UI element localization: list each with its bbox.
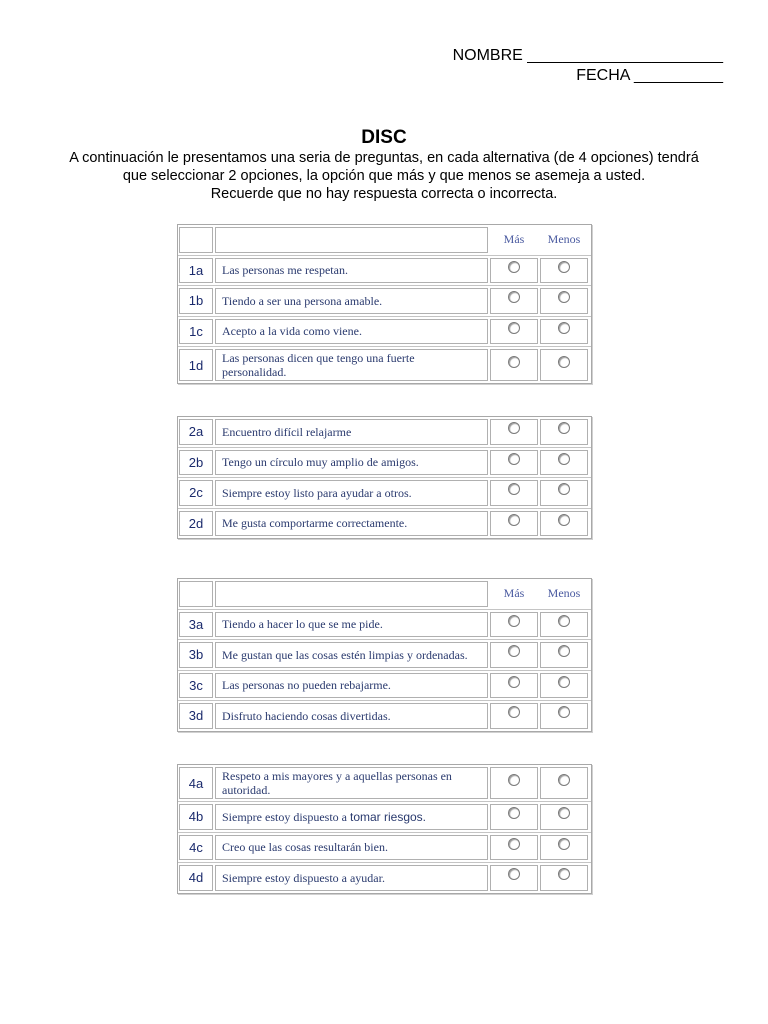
header-blank-num — [179, 227, 213, 253]
menos-radio[interactable] — [558, 356, 570, 368]
table-row — [178, 610, 591, 641]
header-menos: Menos — [540, 581, 588, 607]
table-row — [178, 671, 591, 702]
mas-cell — [490, 258, 538, 284]
item-text: Encuentro difícil relajarme — [215, 419, 488, 445]
menos-cell — [540, 767, 588, 799]
menos-cell — [540, 673, 588, 699]
item-text: Disfruto haciendo cosas divertidas. — [215, 703, 488, 729]
mas-cell — [490, 288, 538, 314]
item-text — [215, 804, 488, 830]
item-number: 1c — [179, 319, 213, 345]
table-row — [178, 286, 591, 317]
table-row — [178, 833, 591, 864]
item-text: Tengo un círculo muy amplio de amigos. — [215, 450, 488, 476]
item-text: Siempre estoy listo para ayudar a otros. — [215, 480, 488, 506]
mas-cell — [490, 480, 538, 506]
menos-cell — [540, 319, 588, 345]
mas-radio[interactable] — [508, 453, 520, 465]
mas-radio[interactable] — [508, 838, 520, 850]
mas-radio[interactable] — [508, 774, 520, 786]
menos-radio[interactable] — [558, 838, 570, 850]
item-text: Siempre estoy dispuesto a ayudar. — [215, 865, 488, 891]
item-text: Las personas me respetan. — [215, 258, 488, 284]
item-number: 4b — [179, 804, 213, 830]
mas-radio[interactable] — [508, 261, 520, 273]
table-header-row — [178, 225, 591, 256]
table-row — [178, 317, 591, 348]
item-number: 1b — [179, 288, 213, 314]
item-number: 4d — [179, 865, 213, 891]
mas-cell — [490, 767, 538, 799]
table-row — [178, 417, 591, 448]
instruction-line-1: A continuación le presentamos una seria de preguntas, en cada alternativa (de 4 opciones) tendrá — [69, 150, 699, 166]
menos-radio[interactable] — [558, 868, 570, 880]
mas-radio[interactable] — [508, 868, 520, 880]
menos-cell — [540, 835, 588, 861]
item-number: 2c — [179, 480, 213, 506]
table-header-row — [178, 579, 591, 610]
nombre-field-label: NOMBRE ______________________ — [452, 47, 723, 64]
mas-cell — [490, 642, 538, 668]
header-blank-num — [179, 581, 213, 607]
mas-radio[interactable] — [508, 322, 520, 334]
question-group-2 — [177, 416, 592, 539]
item-text: Me gusta comportarme correctamente. — [215, 511, 488, 537]
item-number: 4a — [179, 767, 213, 799]
item-text: Me gustan que las cosas estén limpias y ordenadas. — [215, 642, 488, 668]
header-mas: Más — [490, 581, 538, 607]
mas-cell — [490, 703, 538, 729]
header-mas: Más — [490, 227, 538, 253]
mas-radio[interactable] — [508, 356, 520, 368]
menos-radio[interactable] — [558, 645, 570, 657]
mas-cell — [490, 349, 538, 381]
question-group-4 — [177, 764, 592, 894]
item-text: Tiendo a hacer lo que se me pide. — [215, 612, 488, 638]
item-number: 1a — [179, 258, 213, 284]
table-row — [178, 478, 591, 509]
page-title: DISC — [361, 127, 407, 148]
menos-cell — [540, 258, 588, 284]
mas-cell — [490, 835, 538, 861]
question-group-3 — [177, 578, 592, 732]
table-row — [178, 347, 591, 383]
item-number: 3a — [179, 612, 213, 638]
mas-cell — [490, 419, 538, 445]
mas-radio[interactable] — [508, 291, 520, 303]
menos-radio[interactable] — [558, 483, 570, 495]
mas-cell — [490, 865, 538, 891]
menos-radio[interactable] — [558, 514, 570, 526]
item-number: 2d — [179, 511, 213, 537]
mas-radio[interactable] — [508, 807, 520, 819]
mas-radio[interactable] — [508, 514, 520, 526]
menos-radio[interactable] — [558, 261, 570, 273]
item-text: Las personas no pueden rebajarme. — [215, 673, 488, 699]
mas-cell — [490, 804, 538, 830]
mas-cell — [490, 612, 538, 638]
menos-cell — [540, 450, 588, 476]
mas-cell — [490, 511, 538, 537]
menos-cell — [540, 480, 588, 506]
item-text-sans: tomar riesgos. — [349, 809, 427, 824]
item-number: 4c — [179, 835, 213, 861]
header-blank-text — [215, 227, 488, 253]
instruction-line-2: que seleccionar 2 opciones, la opción que más y que menos se asemeja a usted. — [122, 168, 646, 184]
menos-cell — [540, 612, 588, 638]
item-text: Respeto a mis mayores y a aquellas personas en autoridad. — [215, 767, 488, 799]
menos-radio[interactable] — [558, 453, 570, 465]
menos-cell — [540, 703, 588, 729]
mas-radio[interactable] — [508, 706, 520, 718]
menos-radio[interactable] — [558, 322, 570, 334]
header-blank-text — [215, 581, 488, 607]
menos-radio[interactable] — [558, 615, 570, 627]
menos-radio[interactable] — [558, 291, 570, 303]
item-text: Tiendo a ser una persona amable. — [215, 288, 488, 314]
table-row — [178, 640, 591, 671]
table-row — [178, 802, 591, 833]
mas-radio[interactable] — [508, 422, 520, 434]
mas-radio[interactable] — [508, 676, 520, 688]
mas-radio[interactable] — [508, 615, 520, 627]
table-row — [178, 509, 591, 539]
item-number: 3c — [179, 673, 213, 699]
menos-cell — [540, 349, 588, 381]
mas-cell — [490, 673, 538, 699]
item-number: 2a — [179, 419, 213, 445]
instruction-line-3: Recuerde que no hay respuesta correcta o incorrecta. — [210, 186, 558, 202]
menos-cell — [540, 865, 588, 891]
menos-cell — [540, 511, 588, 537]
item-text-serif: Siempre estoy dispuesto a — [222, 809, 350, 824]
mas-radio[interactable] — [508, 645, 520, 657]
mas-cell — [490, 450, 538, 476]
item-number: 1d — [179, 349, 213, 381]
menos-cell — [540, 419, 588, 445]
item-text: Acepto a la vida como viene. — [215, 319, 488, 345]
menos-radio[interactable] — [558, 422, 570, 434]
header-menos: Menos — [540, 227, 588, 253]
table-row — [178, 256, 591, 287]
item-text: Las personas dicen que tengo una fuerte personalidad. — [215, 349, 488, 381]
menos-radio[interactable] — [558, 676, 570, 688]
fecha-field-label: FECHA __________ — [576, 67, 723, 84]
table-row — [178, 863, 591, 893]
table-row — [178, 765, 591, 802]
item-text: Creo que las cosas resultarán bien. — [215, 835, 488, 861]
item-number: 2b — [179, 450, 213, 476]
mas-radio[interactable] — [508, 483, 520, 495]
table-row — [178, 701, 591, 731]
menos-cell — [540, 804, 588, 830]
item-number: 3b — [179, 642, 213, 668]
menos-radio[interactable] — [558, 807, 570, 819]
table-row — [178, 448, 591, 479]
item-number: 3d — [179, 703, 213, 729]
mas-cell — [490, 319, 538, 345]
question-group-1 — [177, 224, 592, 384]
menos-radio[interactable] — [558, 774, 570, 786]
menos-radio[interactable] — [558, 706, 570, 718]
menos-cell — [540, 288, 588, 314]
menos-cell — [540, 642, 588, 668]
